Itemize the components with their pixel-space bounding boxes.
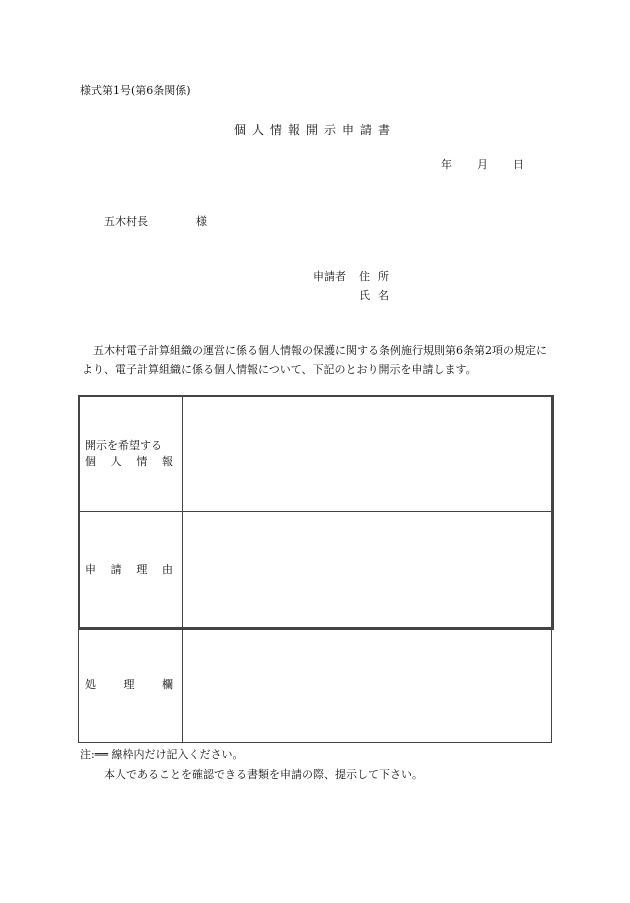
address-label: 住所 [359,270,397,283]
date-year: 年 [441,158,452,171]
date-day: 日 [513,158,524,171]
addressee-honorific: 様 [196,215,207,228]
addressee-name: 五木村長 [104,215,148,228]
application-table [78,395,552,743]
label-char: 欄 [162,678,173,691]
processing-label [79,628,183,743]
label-char: 処 [85,678,96,691]
desired-info-label-line1: 開示を希望する [85,438,162,452]
page-title: 個人情報開示申請書 [233,123,396,137]
processing-field [183,628,552,743]
desired-info-label [79,396,183,512]
note-fill-in: 注:══ 線枠内だけ記入ください。 [80,748,244,761]
label-char: 理 [136,562,148,576]
name-label: 氏名 [359,289,397,302]
label-char: 情 [136,454,148,468]
date-month: 月 [477,158,488,171]
label-char: 報 [161,454,173,468]
label-char: 個 [85,454,96,468]
reason-label [79,512,183,628]
applicant-label: 申請者 [313,270,346,283]
note-id-document: 本人であることを確認できる書類を申請の際、提示して下さい。 [104,768,423,781]
label-char: 由 [161,562,173,576]
addressee [104,213,207,229]
label-char: 理 [123,678,135,691]
body-text: 五木村電子計算組織の運営に係る個人情報の保護に関する条例施行規則第6条第2項の規定により、電子計算組織に係る個人情報について、下記のとおり開示を申請します。 [82,344,547,376]
label-char: 人 [110,454,122,468]
desired-info-field[interactable] [183,396,552,512]
reason-field[interactable] [183,512,552,628]
label-char: 請 [110,562,122,576]
form-number: 様式第1号(第6条関係) [80,84,191,97]
label-char: 申 [85,562,96,576]
